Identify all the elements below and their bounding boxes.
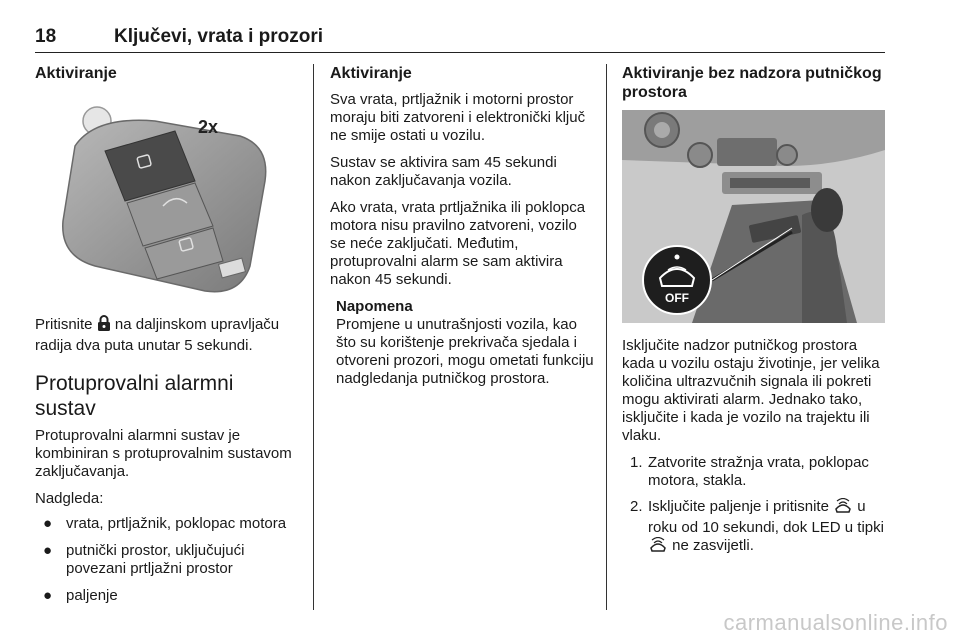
console-photo-figure bbox=[622, 110, 885, 323]
alarm-system-heading: Protuprovalni alarmni sustav bbox=[35, 372, 234, 420]
note-text: Promjene u unutrašnjosti vozila, kao što su korištenje prekrivača sjedala i otvoreni prozori, mogu ometati funkciju nadgledanja putničkog prostora. bbox=[336, 316, 594, 387]
key-fob-illustration bbox=[35, 91, 298, 301]
step-item: 1. Zatvorite stražnja vrata, poklopac motora, stakla. bbox=[630, 454, 869, 489]
step-item: 2. Isključite paljenje i pritisnite u roku od 10 sekundi, dok LED u tipki ne zasvijetli. bbox=[622, 498, 887, 558]
deactivation-para: Isključite nadzor putničkog prostora kada u vozilu ostaju životinje, jer velika količina ultrazvučnih signala ili pokreti mogu aktivirati alarm. Jednako tako, isključite i kada je vozilo na trajektu ili vlaku. bbox=[622, 337, 880, 444]
alarm-system-intro: Protuprovalni alarmni sustav je kombiniran s protuprovalnim sustavom zaključavanja. bbox=[35, 427, 292, 480]
console-illustration bbox=[622, 110, 885, 323]
column-left bbox=[35, 64, 298, 614]
list-item: ● putnički prostor, uključujući povezani prtljažni prostor bbox=[43, 542, 245, 577]
press-twice-label: 2x bbox=[198, 117, 219, 137]
page-header bbox=[35, 26, 885, 53]
lock-icon bbox=[97, 315, 111, 337]
activation-para-1: Sva vrata, prtljažnik i motorni prostor moraju biti zatvoreni i elektronički ključ ne smije ostati u vozilu. bbox=[330, 91, 586, 144]
list-item: ● vrata, prtljažnik, poklopac motora bbox=[43, 515, 287, 532]
note-title: Napomena bbox=[336, 298, 413, 315]
page-number: 18 bbox=[35, 26, 57, 47]
lock-instruction bbox=[35, 315, 298, 355]
column-divider-1 bbox=[313, 64, 314, 610]
no-interior-monitoring-heading: Aktiviranje bez nadzora putničkog prostora bbox=[622, 65, 882, 101]
interior-monitoring-off-icon bbox=[648, 537, 668, 558]
chapter-title: Ključevi, vrata i prozori bbox=[114, 26, 324, 47]
note-block bbox=[330, 298, 595, 388]
column-divider-2 bbox=[606, 64, 607, 610]
key-fob-figure bbox=[35, 91, 298, 301]
column-right bbox=[622, 64, 887, 566]
lock-instruction-start: Pritisnite bbox=[35, 316, 93, 333]
column-middle bbox=[330, 64, 595, 397]
lock-instruction-end: na daljinskom upravljaču radija dva puta unutar 5 sekundi. bbox=[35, 316, 280, 354]
watermark: carmanualsonline.info bbox=[723, 610, 948, 635]
section-heading-activation: Aktiviranje bbox=[35, 65, 117, 82]
interior-monitoring-off-icon bbox=[833, 498, 853, 519]
steps-list bbox=[622, 454, 887, 558]
activation-para-2: Sustav se aktivira sam 45 sekundi nakon zaključavanja vozila. bbox=[330, 154, 557, 189]
activation-heading: Aktiviranje bbox=[330, 65, 412, 82]
list-item: ● paljenje bbox=[43, 587, 118, 604]
monitored-items-list bbox=[35, 515, 298, 605]
monitors-label: Nadgleda: bbox=[35, 490, 104, 507]
off-button-label: OFF bbox=[665, 291, 689, 305]
activation-para-3: Ako vrata, vrata prtljažnika ili poklopca motora nisu pravilno zatvoreni, vozilo se neće zaključati. Međutim, protuprovalni alarm se sam aktivira nakon 45 sekundi. bbox=[330, 199, 586, 288]
